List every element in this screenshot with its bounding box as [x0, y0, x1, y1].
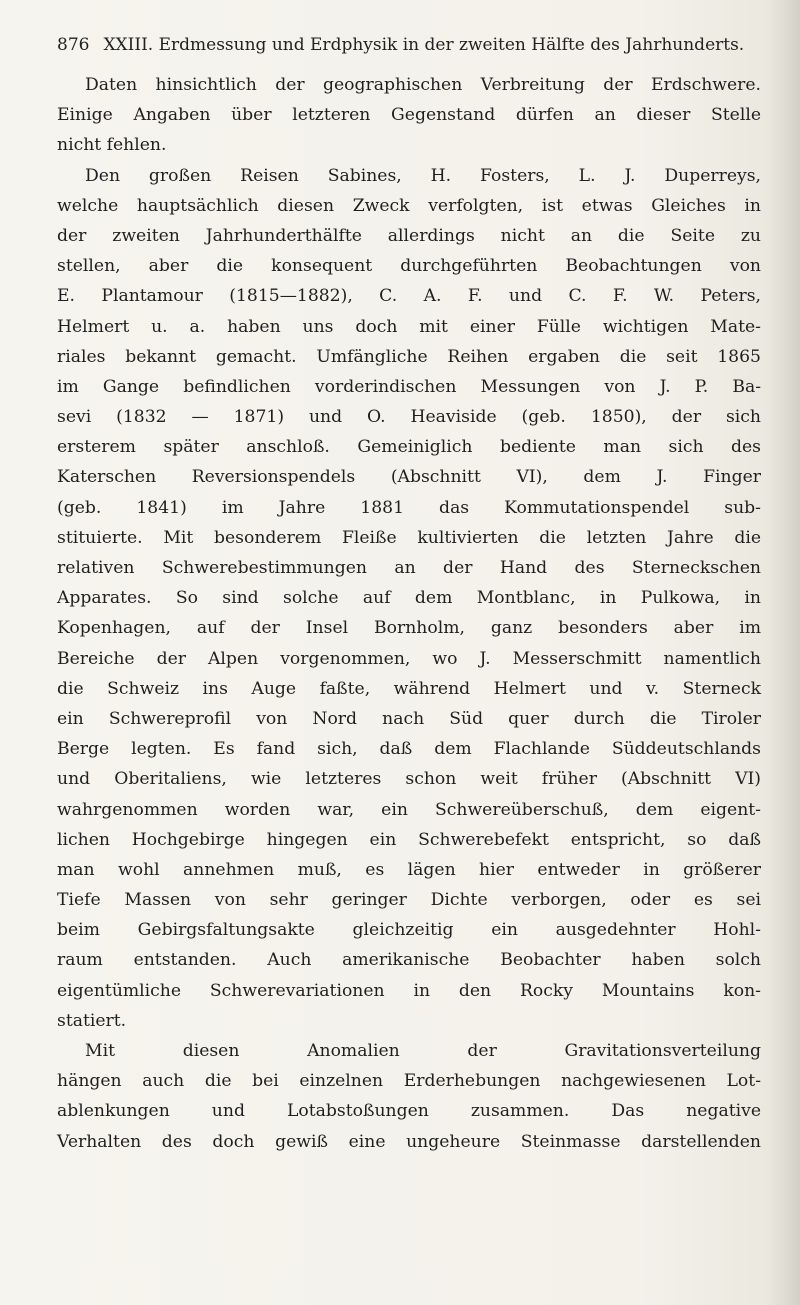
- text-line: lichen Hochgebirge hingegen ein Schwerebefekt entspricht, so daß: [57, 829, 761, 850]
- text-line: Den großen Reisen Sabines, H. Fosters, L. J. Duperreys,: [85, 165, 761, 186]
- text-line: E. Plantamour (1815—1882), C. A. F. und C. F. W. Peters,: [57, 286, 761, 307]
- running-title: XXIII. Erdmessung und Erdphysik in der zweiten Hälfte des Jahrhunderts.: [103, 35, 745, 55]
- text-line: raum entstanden. Auch amerikanische Beobachter haben solch: [57, 950, 761, 971]
- text-line: beim Gebirgsfaltungsakte gleichzeitig ein ausgedehnter Hohl-: [57, 920, 761, 941]
- text-line: welche hauptsächlich diesen Zweck verfolgten, ist etwas Gleiches in: [57, 195, 761, 216]
- text-line: relativen Schwerebestimmungen an der Hand des Sterneckschen: [57, 558, 761, 578]
- text-line: im Gange befindlichen vorderindischen Messungen von J. P. Ba-: [57, 376, 761, 397]
- text-line: Katerschen Reversionspendels (Abschnitt VI), dem J. Finger: [57, 467, 761, 488]
- text-line: Tiefe Massen von sehr geringer Dichte verborgen, oder es sei: [57, 890, 761, 911]
- text-line: statiert.: [57, 1010, 127, 1031]
- page-number: 876: [57, 35, 90, 55]
- text-line: sevi (1832 — 1871) und O. Heaviside (geb. 1850), der sich: [57, 407, 761, 428]
- body-text: [57, 70, 761, 1157]
- text-line: ersterem später anschloß. Gemeiniglich bediente man sich des: [57, 437, 761, 458]
- text-line: Apparates. So sind solche auf dem Montblanc, in Pulkowa, in: [57, 588, 761, 609]
- page-edge-shadow: [766, 0, 800, 1305]
- text-line: die Schweiz ins Auge faßte, während Helmert und v. Sterneck: [57, 678, 761, 699]
- text-line: Daten hinsichtlich der geographischen Verbreitung der Erdschwere.: [85, 75, 761, 95]
- text-line: stellen, aber die konsequent durchgeführten Beobachtungen von: [57, 256, 761, 277]
- text-line: Verhalten des doch gewiß eine ungeheure Steinmasse darstellenden: [57, 1131, 761, 1152]
- text-line: Einige Angaben über letzteren Gegenstand dürfen an dieser Stelle: [57, 105, 761, 126]
- text-line: stituierte. Mit besonderem Fleiße kultivierten die letzten Jahre die: [57, 527, 761, 548]
- text-line: und Oberitaliens, wie letzteres schon weit früher (Abschnitt VI): [57, 769, 761, 790]
- text-line: (geb. 1841) im Jahre 1881 das Kommutationspendel sub-: [57, 497, 761, 518]
- text-line: Mit diesen Anomalien der Gravitationsverteilung: [85, 1041, 761, 1061]
- text-line: nicht fehlen.: [57, 135, 167, 156]
- text-line: ablenkungen und Lotabstoßungen zusammen. Das negative: [57, 1101, 761, 1122]
- text-line: Bereiche der Alpen vorgenommen, wo J. Messerschmitt namentlich: [57, 648, 761, 669]
- text-line: ein Schwereprofil von Nord nach Süd quer durch die Tiroler: [57, 708, 761, 729]
- text-line: eigentümliche Schwerevariationen in den Rocky Mountains kon-: [57, 980, 761, 1001]
- text-line: hängen auch die bei einzelnen Erderhebungen nachgewiesenen Lot-: [57, 1071, 761, 1092]
- text-line: Berge legten. Es fand sich, daß dem Flachlande Süddeutschlands: [57, 739, 761, 760]
- running-header: [57, 35, 757, 55]
- text-line: man wohl annehmen muß, es lägen hier entweder in größerer: [57, 859, 761, 880]
- text-line: wahrgenommen worden war, ein Schwereüberschuß, dem eigent-: [57, 799, 761, 820]
- text-line: der zweiten Jahrhunderthälfte allerdings nicht an die Seite zu: [57, 225, 761, 246]
- text-line: riales bekannt gemacht. Umfängliche Reihen ergaben die seit 1865: [57, 346, 761, 367]
- text-line: Helmert u. a. haben uns doch mit einer Fülle wichtigen Mate-: [57, 316, 761, 337]
- text-line: Kopenhagen, auf der Insel Bornholm, ganz besonders aber im: [57, 618, 761, 639]
